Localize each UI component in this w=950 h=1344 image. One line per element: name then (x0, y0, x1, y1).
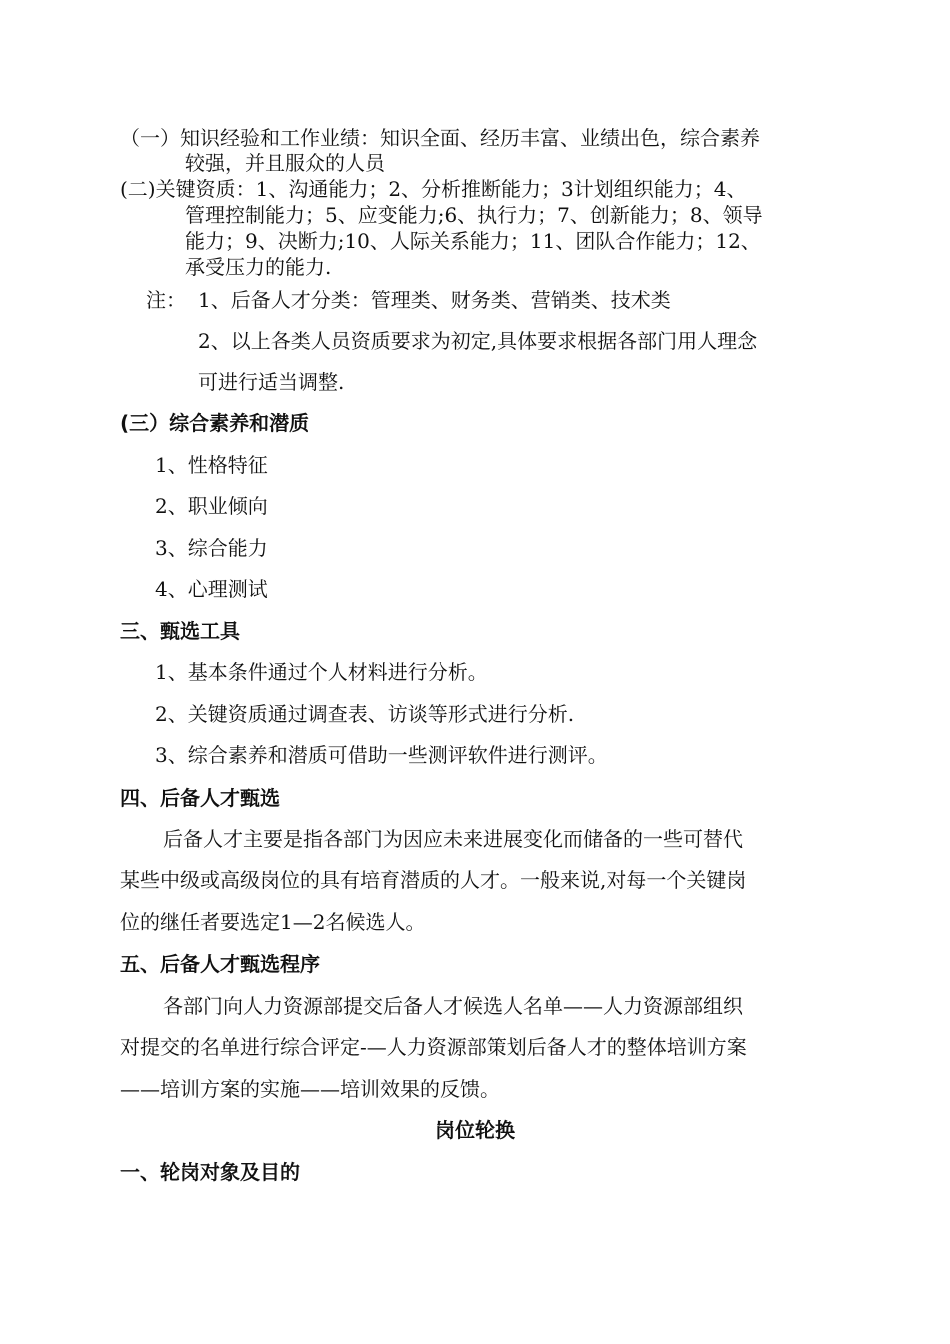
section-heading-selection: 四、后备人才甄选 (120, 786, 280, 810)
note-2-line-1: 2、以上各类人员资质要求为初定,具体要求根据各部门用人理念 (198, 329, 758, 353)
qualification-item-1-line-1: （一）知识经验和工作业绩：知识全面、经历丰富、业绩出色，综合素养 (120, 126, 760, 150)
paragraph-line: 某些中级或高级岗位的具有培育潜质的人才。一般来说,对每一个关键岗 (120, 868, 747, 892)
subsection-heading-3: (三）综合素养和潜质 (120, 411, 310, 435)
section-heading-rotation: 一、轮岗对象及目的 (120, 1160, 300, 1184)
list-item: 2、职业倾向 (155, 494, 268, 518)
list-item: 2、关键资质通过调查表、访谈等形式进行分析. (155, 702, 575, 726)
qualification-item-2-line-1: (二)关键资质：1、沟通能力；2、分析推断能力；3计划组织能力；4、 (120, 177, 747, 201)
list-item: 1、基本条件通过个人材料进行分析。 (155, 660, 488, 684)
list-item: 4、心理测试 (155, 577, 268, 601)
paragraph-line: ——培训方案的实施——培训效果的反馈。 (120, 1077, 500, 1101)
paragraph-line: 各部门向人力资源部提交后备人才候选人名单——人力资源部组织 (163, 994, 743, 1018)
qualification-item-2-line-2: 管理控制能力；5、应变能力;6、执行力；7、创新能力；8、领导 (185, 203, 763, 227)
qualification-item-2-line-3: 能力；9、决断力;10、人际关系能力；11、团队合作能力；12、 (185, 229, 761, 253)
list-item: 3、综合素养和潜质可借助一些测评软件进行测评。 (155, 743, 608, 767)
list-item: 1、性格特征 (155, 453, 268, 477)
qualification-item-2-line-4: 承受压力的能力. (185, 255, 332, 279)
note-1: 1、后备人才分类：管理类、财务类、营销类、技术类 (198, 288, 671, 312)
paragraph-line: 后备人才主要是指各部门为因应未来进展变化而储备的一些可替代 (163, 827, 743, 851)
note-prefix: 注： (146, 288, 186, 312)
section-heading-tools: 三、甄选工具 (120, 619, 240, 643)
list-item: 3、综合能力 (155, 536, 268, 560)
section-heading-procedure: 五、后备人才甄选程序 (120, 952, 320, 976)
paragraph-line: 位的继任者要选定1—2名候选人。 (120, 910, 426, 934)
page-title: 岗位轮换 (435, 1118, 515, 1142)
paragraph-line: 对提交的名单进行综合评定-—人力资源部策划后备人才的整体培训方案 (120, 1035, 747, 1059)
qualification-item-1-line-2: 较强，并且服众的人员 (185, 151, 385, 175)
note-2-line-2: 可进行适当调整. (198, 370, 345, 394)
